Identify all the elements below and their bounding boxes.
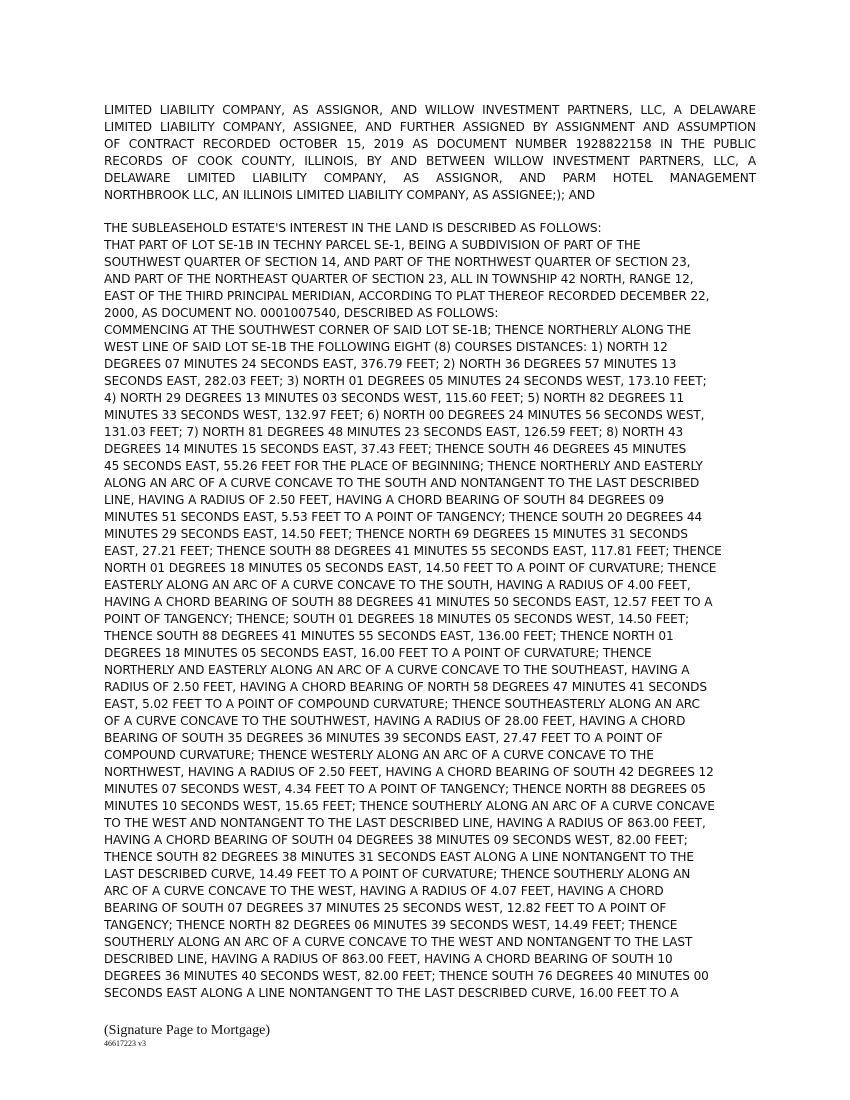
- assignment-paragraph: [104, 102, 756, 204]
- legal-description-line: COMPOUND CURVATURE; THENCE WESTERLY ALONG AN ARC OF A CURVE CONCAVE TO THE: [104, 748, 654, 762]
- legal-description-line: SOUTHERLY ALONG AN ARC OF A CURVE CONCAVE TO THE WEST AND NONTANGENT TO THE LAST: [104, 935, 693, 949]
- legal-description-line: DESCRIBED LINE, HAVING A RADIUS OF 863.00 FEET, HAVING A CHORD BEARING OF SOUTH 10: [104, 952, 673, 966]
- legal-description-line: DEGREES 14 MINUTES 15 SECONDS EAST, 37.43 FEET; THENCE SOUTH 46 DEGREES 45 MINUTES: [104, 442, 687, 456]
- paragraph-line: DELAWARE LIMITED LIABILITY COMPANY, AS ASSIGNOR, AND PARM HOTEL MANAGEMENT: [104, 171, 756, 185]
- legal-description-line: BEARING OF SOUTH 07 DEGREES 37 MINUTES 25 SECONDS WEST, 12.82 FEET TO A POINT OF: [104, 901, 667, 915]
- legal-description-line: 4) NORTH 29 DEGREES 13 MINUTES 03 SECONDS WEST, 115.60 FEET; 5) NORTH 82 DEGREES 11: [104, 391, 685, 405]
- legal-description-heading: THE SUBLEASEHOLD ESTATE'S INTEREST IN THE LAND IS DESCRIBED AS FOLLOWS:: [104, 221, 602, 235]
- paragraph-line: OF CONTRACT RECORDED OCTOBER 15, 2019 AS DOCUMENT NUMBER 1928822158 IN THE PUBLIC: [104, 137, 756, 151]
- legal-description-line: MINUTES 10 SECONDS WEST, 15.65 FEET; THENCE SOUTHERLY ALONG AN ARC OF A CURVE CONCAVE: [104, 799, 715, 813]
- legal-description-line: NORTHWEST, HAVING A RADIUS OF 2.50 FEET, HAVING A CHORD BEARING OF SOUTH 42 DEGREES 12: [104, 765, 714, 779]
- legal-description-line: LINE, HAVING A RADIUS OF 2.50 FEET, HAVING A CHORD BEARING OF SOUTH 84 DEGREES 09: [104, 493, 664, 507]
- legal-description-line: EAST, 5.02 FEET TO A POINT OF COMPOUND CURVATURE; THENCE SOUTHEASTERLY ALONG AN ARC: [104, 697, 700, 711]
- legal-description-line: THENCE SOUTH 82 DEGREES 38 MINUTES 31 SECONDS EAST ALONG A LINE NONTANGENT TO THE: [104, 850, 694, 864]
- legal-description-line: EAST, 27.21 FEET; THENCE SOUTH 88 DEGREES 41 MINUTES 55 SECONDS EAST, 117.81 FEET; THENCE: [104, 544, 722, 558]
- paragraph-line: LIMITED LIABILITY COMPANY, ASSIGNEE, AND FURTHER ASSIGNED BY ASSIGNMENT AND ASSUMPTION: [104, 120, 756, 134]
- legal-description-line: NORTHERLY AND EASTERLY ALONG AN ARC OF A CURVE CONCAVE TO THE SOUTHEAST, HAVING A: [104, 663, 690, 677]
- legal-description-line: SOUTHWEST QUARTER OF SECTION 14, AND PART OF THE NORTHWEST QUARTER OF SECTION 23,: [104, 255, 691, 269]
- legal-description-line: THAT PART OF LOT SE-1B IN TECHNY PARCEL SE-1, BEING A SUBDIVISION OF PART OF THE: [104, 238, 641, 252]
- legal-description-line: HAVING A CHORD BEARING OF SOUTH 88 DEGREES 41 MINUTES 50 SECONDS EAST, 12.57 FEET TO A: [104, 595, 713, 609]
- legal-description-line: 131.03 FEET; 7) NORTH 81 DEGREES 48 MINUTES 23 SECONDS EAST, 126.59 FEET; 8) NORTH 43: [104, 425, 684, 439]
- legal-description-line: THENCE SOUTH 88 DEGREES 41 MINUTES 55 SECONDS EAST, 136.00 FEET; THENCE NORTH 01: [104, 629, 674, 643]
- footer-caption: (Signature Page to Mortgage): [104, 1023, 271, 1038]
- document-id: 46617223 v3: [104, 1039, 146, 1048]
- legal-description-line: MINUTES 51 SECONDS EAST, 5.53 FEET TO A POINT OF TANGENCY; THENCE SOUTH 20 DEGREES 44: [104, 510, 703, 524]
- legal-description-line: DEGREES 18 MINUTES 05 SECONDS EAST, 16.00 FEET TO A POINT OF CURVATURE; THENCE: [104, 646, 652, 660]
- legal-description-line: 45 SECONDS EAST, 55.26 FEET FOR THE PLACE OF BEGINNING; THENCE NORTHERLY AND EASTERLY: [104, 459, 703, 473]
- legal-description-line: NORTH 01 DEGREES 18 MINUTES 05 SECONDS EAST, 14.50 FEET TO A POINT OF CURVATURE; THENCE: [104, 561, 717, 575]
- legal-description-line: COMMENCING AT THE SOUTHWEST CORNER OF SAID LOT SE-1B; THENCE NORTHERLY ALONG THE: [104, 323, 692, 337]
- legal-description-line: DEGREES 36 MINUTES 40 SECONDS WEST, 82.00 FEET; THENCE SOUTH 76 DEGREES 40 MINUTES 00: [104, 969, 709, 983]
- legal-description-line: SECONDS EAST ALONG A LINE NONTANGENT TO THE LAST DESCRIBED CURVE, 16.00 FEET TO A: [104, 986, 679, 1000]
- legal-description-line: EAST OF THE THIRD PRINCIPAL MERIDIAN, ACCORDING TO PLAT THEREOF RECORDED DECEMBER 22,: [104, 289, 710, 303]
- legal-description-line: EASTERLY ALONG AN ARC OF A CURVE CONCAVE TO THE SOUTH, HAVING A RADIUS OF 4.00 FEET,: [104, 578, 691, 592]
- legal-description-line: RADIUS OF 2.50 FEET, HAVING A CHORD BEARING OF NORTH 58 DEGREES 47 MINUTES 41 SECONDS: [104, 680, 707, 694]
- legal-description-line: WEST LINE OF SAID LOT SE-1B THE FOLLOWING EIGHT (8) COURSES DISTANCES: 1) NORTH 12: [104, 340, 668, 354]
- legal-description-line: MINUTES 07 SECONDS WEST, 4.34 FEET TO A POINT OF TANGENCY; THENCE NORTH 88 DEGREES 05: [104, 782, 706, 796]
- legal-description-line: DEGREES 07 MINUTES 24 SECONDS EAST, 376.79 FEET; 2) NORTH 36 DEGREES 57 MINUTES 13: [104, 357, 677, 371]
- legal-description-line: TANGENCY; THENCE NORTH 82 DEGREES 06 MINUTES 39 SECONDS WEST, 14.49 FEET; THENCE: [104, 918, 678, 932]
- legal-description-line: HAVING A CHORD BEARING OF SOUTH 04 DEGREES 38 MINUTES 09 SECONDS WEST, 82.00 FEET;: [104, 833, 688, 847]
- page-footer: [104, 1023, 270, 1049]
- paragraph-line: RECORDS OF COOK COUNTY, ILLINOIS, BY AND BETWEEN WILLOW INVESTMENT PARTNERS, LLC, A: [104, 154, 756, 168]
- legal-description-line: AND PART OF THE NORTHEAST QUARTER OF SECTION 23, ALL IN TOWNSHIP 42 NORTH, RANGE 12,: [104, 272, 694, 286]
- legal-description-line: SECONDS EAST, 282.03 FEET; 3) NORTH 01 DEGREES 05 MINUTES 24 SECONDS WEST, 173.10 FEET;: [104, 374, 707, 388]
- legal-description-line: MINUTES 29 SECONDS EAST, 14.50 FEET; THENCE NORTH 69 DEGREES 15 MINUTES 31 SECONDS: [104, 527, 688, 541]
- paragraph-line: NORTHBROOK LLC, AN ILLINOIS LIMITED LIABILITY COMPANY, AS ASSIGNEE;); AND: [104, 188, 596, 202]
- legal-description-line: TO THE WEST AND NONTANGENT TO THE LAST DESCRIBED LINE, HAVING A RADIUS OF 863.00 FEET,: [104, 816, 706, 830]
- legal-description-line: MINUTES 33 SECONDS WEST, 132.97 FEET; 6) NORTH 00 DEGREES 24 MINUTES 56 SECONDS WEST,: [104, 408, 705, 422]
- legal-description-line: POINT OF TANGENCY; THENCE; SOUTH 01 DEGREES 18 MINUTES 05 SECONDS WEST, 14.50 FEET;: [104, 612, 689, 626]
- legal-description-line: LAST DESCRIBED CURVE, 14.49 FEET TO A POINT OF CURVATURE; THENCE SOUTHERLY ALONG AN: [104, 867, 691, 881]
- legal-description-line: ARC OF A CURVE CONCAVE TO THE WEST, HAVING A RADIUS OF 4.07 FEET, HAVING A CHORD: [104, 884, 664, 898]
- legal-description-line: ALONG AN ARC OF A CURVE CONCAVE TO THE SOUTH AND NONTANGENT TO THE LAST DESCRIBED: [104, 476, 700, 490]
- paragraph-line: LIMITED LIABILITY COMPANY, AS ASSIGNOR, AND WILLOW INVESTMENT PARTNERS, LLC, A DELAWARE: [104, 103, 756, 117]
- legal-description: [104, 220, 756, 1002]
- legal-description-line: 2000, AS DOCUMENT NO. 0001007540, DESCRIBED AS FOLLOWS:: [104, 306, 499, 320]
- legal-description-line: BEARING OF SOUTH 35 DEGREES 36 MINUTES 39 SECONDS EAST, 27.47 FEET TO A POINT OF: [104, 731, 663, 745]
- legal-description-line: OF A CURVE CONCAVE TO THE SOUTHWEST, HAVING A RADIUS OF 28.00 FEET, HAVING A CHORD: [104, 714, 686, 728]
